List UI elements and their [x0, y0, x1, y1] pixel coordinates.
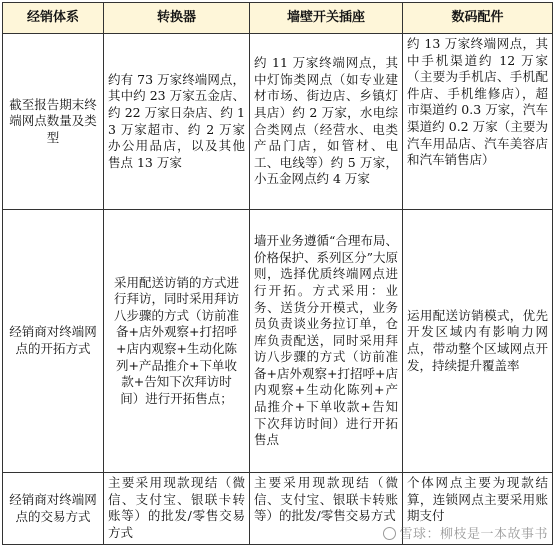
cell-digital-transaction: 个体网点主要为现款结算，连锁网点主要采用账期支付	[403, 473, 553, 545]
table-row	[3, 210, 553, 473]
cell-wall-expansion: 墙开业务遵循“合理布局、价格保护、系列区分”大原则，选择优质终端网点进行开拓。方式采用：业务、送货分开模式，业务员负责谈业务拉订单，仓库负责配送，同时采用拜访八步骤的方式（访前准备+店外观察+打招呼+店内观察+生动化陈列+产品推介+下单收款+告知下次拜访时间）进行开拓售点	[250, 210, 403, 473]
cell-wall-outlets: 约 11 万家终端网点，其中灯饰类网点（如专业建材市场、街边店、乡镇灯具店）约 2 万家，水电综合类网点（经营水、电类产品门店，如管材、电工、电线等）约 5 万家，小五金网点约 4 万家	[250, 34, 403, 210]
table-row	[3, 34, 553, 210]
header-wall-switch-socket: 墙壁开关插座	[250, 3, 403, 34]
cell-wall-transaction: 主要采用现款现结（微信、支付宝、银联卡转账等）的批发/零售交易方式	[250, 473, 403, 545]
distribution-table	[2, 2, 553, 545]
header-digital-accessories: 数码配件	[403, 3, 553, 34]
watermark	[383, 523, 548, 542]
cell-converter-transaction: 主要采用现款现结（微信、支付宝、银联卡转账等）的批发/零售交易方式	[104, 473, 250, 545]
header-converter: 转换器	[104, 3, 250, 34]
row-label-expansion-method: 经销商对终端网点的开拓方式	[3, 210, 104, 473]
cell-digital-expansion: 运用配送访销模式，优先开发区域内有影响力网点，带动整个区域网点开发，持续提升覆盖率	[403, 210, 553, 473]
cell-converter-outlets: 约有 73 万家终端网点，其中约 23 万家五金店、约 22 万家日杂店、约 13 万家超市、约 2 万家办公用品店，以及其他售点 13 万家	[104, 34, 250, 210]
snowball-logo-icon	[383, 527, 396, 540]
cell-digital-outlets: 约 13 万家终端网点，其中手机渠道约 12 万家（主要为手机店、手机配件店、手机维修店），超市渠道约 0.3 万家，汽车渠道约 0.2 万家（主要为汽车用品店、汽车美容店和汽车销售店）	[403, 34, 553, 210]
header-row	[3, 3, 553, 34]
cell-converter-expansion: 采用配送访销的方式进行拜访，同时采用拜访八步骤的方式（访前准备+店外观察+打招呼+店内观察+生动化陈列+产品推介+下单收款+告知下次拜访时间）进行开拓售点；	[104, 210, 250, 473]
row-label-outlet-count: 截至报告期末终端网点数量及类型	[3, 34, 104, 210]
header-distribution-system: 经销体系	[3, 3, 104, 34]
row-label-transaction-method: 经销商对终端网点的交易方式	[3, 473, 104, 545]
watermark-text: 雪球：柳枝是一本故事书	[399, 527, 548, 542]
